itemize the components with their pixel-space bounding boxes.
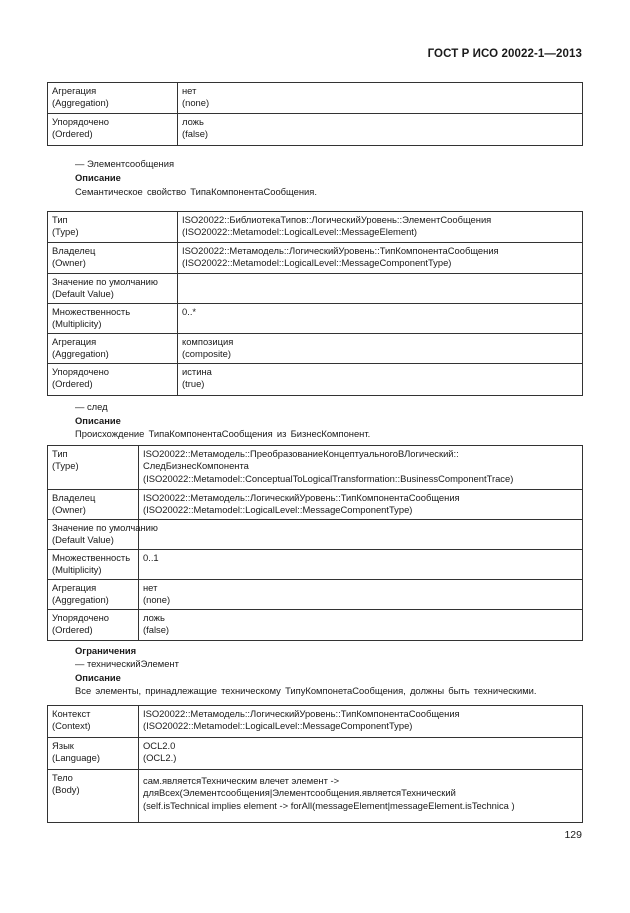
description-heading: Описание: [75, 415, 121, 426]
message-element-attributes-table: [47, 211, 583, 396]
property-value-cell: композиция (composite): [178, 334, 583, 364]
property-value-cell: ложь (false): [178, 114, 583, 146]
property-label-cell: Тип (Type): [48, 212, 178, 243]
property-value-cell: 0..*: [178, 304, 583, 334]
property-label-cell: Упорядочено (Ordered): [48, 364, 178, 396]
property-label-cell: Тип (Type): [48, 446, 139, 490]
property-label-cell: Множественность (Multiplicity): [48, 550, 139, 580]
table-row: [48, 706, 583, 738]
property-label-cell: Агрегация (Aggregation): [48, 334, 178, 364]
property-label-cell: Значение по умолчанию (Default Value): [48, 520, 139, 550]
property-label-cell: Тело (Body): [48, 770, 139, 823]
page-number: 129: [564, 829, 582, 841]
property-value-cell: истина (true): [178, 364, 583, 396]
property-label-cell: Контекст (Context): [48, 706, 139, 738]
property-value-cell: [139, 520, 583, 550]
constraints-heading: Ограничения: [75, 645, 137, 656]
table-row: [48, 520, 583, 550]
table-row: [48, 550, 583, 580]
property-label-cell: Агрегация (Aggregation): [48, 83, 178, 114]
property-label-cell: Язык (Language): [48, 738, 139, 770]
description-text: Все элементы, принадлежащие техническому ТипуКомпонетаСообщения, должны быть техническими.: [75, 685, 537, 696]
property-value-cell: ложь (false): [139, 610, 583, 641]
table-row: [48, 580, 583, 610]
description-heading: Описание: [75, 672, 121, 683]
description-text: Семантическое свойство ТипаКомпонентаСообщения.: [75, 186, 317, 197]
description-heading: Описание: [75, 172, 121, 183]
table-row: [48, 446, 583, 490]
table-row: [48, 334, 583, 364]
document-standard-header: ГОСТ Р ИСО 20022-1—2013: [427, 48, 582, 60]
property-value-cell: ISO20022::Метамодель::ПреобразованиеКонцептуальногоВЛогический:: СледБизнесКомпонента (ISO20022::Metamodel::ConceptualToLogicalTransformation::BusinessComponentTrace): [139, 446, 583, 490]
attributes-table-continued: [47, 82, 583, 146]
property-value-cell: ISO20022::Метамодель::ЛогическийУровень::ТипКомпонентаСообщения (ISO20022::Metamodel::LogicalLevel::MessageComponentType): [139, 706, 583, 738]
property-value-cell: ISO20022::Метамодель::ЛогическийУровень::ТипКомпонентаСообщения (ISO20022::Metamodel::LogicalLevel::MessageComponentType): [139, 490, 583, 520]
table-row: [48, 770, 583, 823]
table-row: [48, 304, 583, 334]
property-label-cell: Владелец (Owner): [48, 243, 178, 274]
property-value-cell: [178, 274, 583, 304]
property-label-cell: Значение по умолчанию (Default Value): [48, 274, 178, 304]
description-text: Происхождение ТипаКомпонентаСообщения из БизнесКомпонент.: [75, 428, 371, 439]
list-item-technical-element: — техническийЭлемент: [75, 658, 179, 669]
property-value-cell: 0..1: [139, 550, 583, 580]
list-item-trace: — след: [75, 401, 108, 412]
property-value-cell: ISO20022::БиблиотекаТипов::ЛогическийУровень::ЭлементСообщения (ISO20022::Metamodel::LogicalLevel::MessageElement): [178, 212, 583, 243]
constraint-definition-table: [47, 705, 583, 823]
property-label-cell: Упорядочено (Ordered): [48, 610, 139, 641]
table-row: [48, 490, 583, 520]
table-row: [48, 114, 583, 146]
property-label-cell: Владелец (Owner): [48, 490, 139, 520]
property-value-cell: OCL2.0 (OCL2.): [139, 738, 583, 770]
table-row: [48, 243, 583, 274]
property-label-cell: Агрегация (Aggregation): [48, 580, 139, 610]
table-row: [48, 274, 583, 304]
property-label-cell: Множественность (Multiplicity): [48, 304, 178, 334]
table-row: [48, 738, 583, 770]
table-row: [48, 610, 583, 641]
property-value-cell: нет (none): [178, 83, 583, 114]
property-value-cell: ISO20022::Метамодель::ЛогическийУровень::ТипКомпонентаСообщения (ISO20022::Metamodel::LogicalLevel::MessageComponentType): [178, 243, 583, 274]
trace-attributes-table: [47, 445, 583, 641]
property-value-cell: сам.являетсяТехническим влечет элемент -> дляВсех(Элементсообщения|Элементсообщения.являетсяТехнический (self.isTechnical implies element -> forAll(messageElement|messageElement.isTechnica ): [139, 770, 583, 823]
list-item-message-element: — Элементсообщения: [75, 158, 175, 169]
property-label-cell: Упорядочено (Ordered): [48, 114, 178, 146]
table-row: [48, 212, 583, 243]
property-value-cell: нет (none): [139, 580, 583, 610]
table-row: [48, 364, 583, 396]
table-row: [48, 83, 583, 114]
